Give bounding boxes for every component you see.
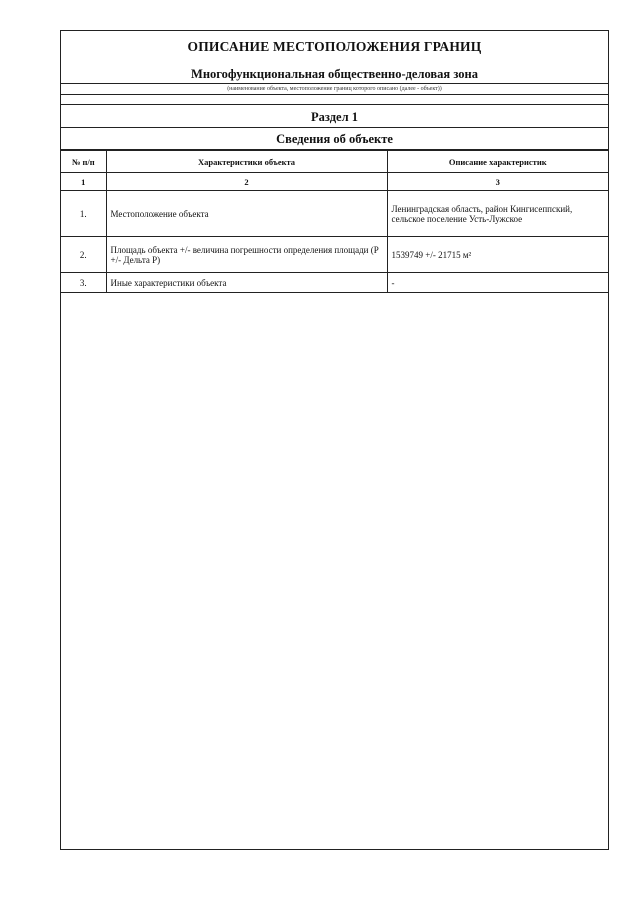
header-number: № п/п: [61, 151, 106, 173]
header-description: Описание характеристик: [387, 151, 608, 173]
object-note: (наименование объекта, местоположение границ которого описано (далее - объект)): [61, 84, 608, 95]
table-row: [61, 191, 608, 237]
row-number: 2.: [61, 237, 106, 273]
column-number-row: [61, 173, 608, 191]
object-name: Многофункциональная общественно-деловая зона: [191, 67, 478, 81]
row-characteristic: Иные характеристики объекта: [106, 273, 387, 293]
row-characteristic: Площадь объекта +/- величина погрешности определения площади (P +/- Дельта P): [106, 237, 387, 273]
row-number: 3.: [61, 273, 106, 293]
column-number: 3: [387, 173, 608, 191]
header-characteristic: Характеристики объекта: [106, 151, 387, 173]
section-title: Сведения об объекте: [61, 128, 608, 150]
object-info-table: [61, 150, 608, 293]
table-row: [61, 273, 608, 293]
column-number: 2: [106, 173, 387, 191]
row-description: -: [387, 273, 608, 293]
table-header-row: [61, 151, 608, 173]
document-title: ОПИСАНИЕ МЕСТОПОЛОЖЕНИЯ ГРАНИЦ: [187, 39, 482, 54]
spacer-row: [61, 95, 608, 105]
column-number: 1: [61, 173, 106, 191]
row-number: 1.: [61, 191, 106, 237]
row-characteristic: Местоположение объекта: [106, 191, 387, 237]
document-frame: [60, 30, 609, 850]
section-number: Раздел 1: [61, 106, 608, 128]
title-block: [61, 31, 608, 83]
row-description: 1539749 +/- 21715 м²: [387, 237, 608, 273]
table-row: [61, 237, 608, 273]
row-description: Ленинградская область, район Кингисеппский, сельское поселение Усть-Лужское: [387, 191, 608, 237]
